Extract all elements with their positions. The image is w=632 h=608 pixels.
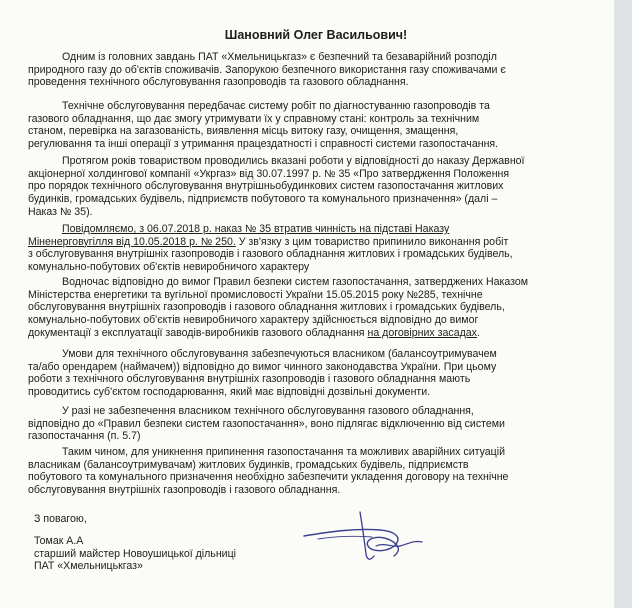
- signer-name: Томак А.А: [34, 535, 84, 547]
- text-line: [28, 223, 588, 236]
- text-line: про порядок технічного обслуговування внутрішньобудинкових систем газопостачання житлових: [28, 180, 504, 193]
- text-line: [28, 236, 588, 249]
- text-line: регулювання та інші операції з утримання працездатності і справності системи газопостачання.: [28, 138, 499, 151]
- paragraph-2: [28, 100, 588, 151]
- signer-organization: ПАТ «Хмельницькгаз»: [34, 560, 143, 573]
- text-line: Протягом років товариством проводились вказані роботи у відповідності до наказу Державної: [62, 155, 525, 167]
- signer-position: старший майстер Новоушицької дільниці: [34, 547, 237, 560]
- text-line: акціонерної холдингової компанії «Укргаз» від 30.07.1997 р. № 35 «Про затвердження Положення: [28, 167, 510, 180]
- paragraph-7: [28, 405, 588, 443]
- text-line: побутового та комунального призначення необхідно забезпечити укладення договору на технічне: [28, 471, 509, 484]
- underlined-notice: Міненерговугілля від 10.05.2018 р. № 250.: [28, 235, 236, 248]
- text-line: проведення технічного обслуговування газопроводів та газового обладнання.: [28, 76, 409, 89]
- text-line: та/або орендарем (наймачем)) відповідно до вимог чинного законодавства України. При цьому: [28, 360, 497, 373]
- letter-greeting: Шановний Олег Васильович!: [224, 28, 408, 42]
- text-line: з обслуговування внутрішніх газопроводів і газового обладнання житлових і громадських будівель,: [28, 248, 513, 261]
- text-line: Таким чином, для уникнення припинення газопостачання та можливих аварійних ситуацій: [62, 446, 505, 458]
- paragraph-4: [28, 223, 588, 274]
- paragraph-1: [28, 51, 588, 89]
- text-fragment: У зв'язку з цим товариство припинило виконання робіт: [235, 235, 509, 248]
- text-line: газового обладнання, що дає змогу утримувати їх у справному стані: контроль за технічним: [28, 112, 480, 125]
- text-line: власникам (балансоутримувачам) житлових будинків, громадських будівель, підприємств: [28, 458, 469, 471]
- text-line: [28, 327, 588, 340]
- text-line: роботи з технічного обслуговування внутрішніх газопроводів і газового обладнання мають: [28, 373, 471, 386]
- text-line: будинків, громадських будівель, підприємств побутового та комунального призначення» (далі –: [28, 193, 498, 206]
- paragraph-6: [28, 348, 588, 399]
- text-line: Технічне обслуговування передбачає систему робіт по діагностуванню газопроводів та: [62, 100, 490, 112]
- text-fragment: документації з експлуатації заводів-виробників газового обладнання: [28, 326, 368, 339]
- text-line: комунально-побутових об'єктів невиробничого характеру здійснюється відповідно до вимог: [28, 314, 479, 327]
- text-line: Наказ № 35).: [28, 205, 93, 218]
- text-line: газопостачання (п. 5.7): [28, 430, 141, 443]
- handwritten-signature: [298, 506, 428, 564]
- signer-block: [34, 535, 236, 573]
- text-line: природного газу до об'єктів споживачів. Запорукою безпечного використання газу споживачами є: [28, 63, 506, 76]
- text-line: проводитись суб'єктом господарювання, який має відповідні дозвільні документи.: [28, 386, 431, 399]
- text-line: обслуговування внутрішніх газопроводів і газового обладнання.: [28, 484, 341, 497]
- scan-background-edge: [614, 0, 632, 608]
- paragraph-8: [28, 446, 588, 497]
- text-line: відповідно до «Правил безпеки систем газопостачання», воно підлягає відключенню від системи: [28, 417, 505, 430]
- text-line: Умови для технічного обслуговування забезпечуються власником (балансоутримувачем: [62, 348, 497, 360]
- paragraph-5: [28, 276, 588, 340]
- text-line: обслуговування внутрішніх газопроводів і газового обладнання житлових і громадських будівель,: [28, 301, 505, 314]
- text-line: Одним із головних завдань ПАТ «Хмельницькгаз» є безпечний та безаварійний розподіл: [62, 51, 497, 63]
- text-line: Водночас відповідно до вимог Правил безпеки систем газопостачання, затверджених Наказом: [62, 276, 529, 288]
- text-line: Міністерства енергетики та вугільної промисловості України 15.05.2015 року №285, технічне: [28, 288, 483, 301]
- text-line: комунально-побутових об'єктів невиробничого характеру: [28, 261, 310, 274]
- text-line: станом, перевірка на загазованість, виявлення місць витоку газу, очищення, змащення,: [28, 125, 459, 138]
- text-line: У разі не забезпечення власником технічного обслуговування газового обладнання,: [62, 405, 474, 417]
- paragraph-3: [28, 155, 588, 219]
- text-fragment: .: [476, 326, 480, 339]
- underlined-notice: Повідомляємо, з 06.07.2018 р. наказ № 35 втратив чинність на підставі Наказу: [62, 223, 450, 235]
- closing-phrase: З повагою,: [34, 513, 87, 525]
- underlined-phrase: на договірних засадах: [367, 326, 477, 339]
